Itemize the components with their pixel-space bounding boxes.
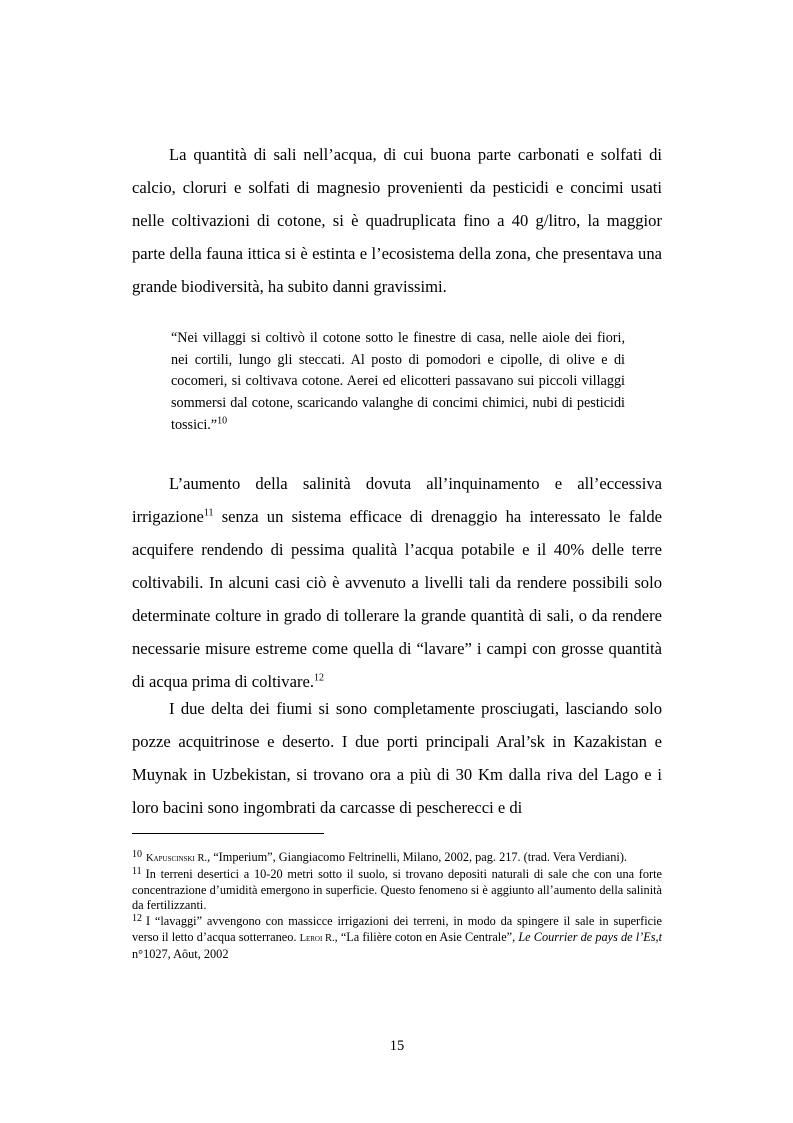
- footnotes: [132, 850, 662, 963]
- page-number: 15: [389, 1038, 405, 1054]
- footnote-text: I “lavaggi” avvengono con massicce irrigazioni dei terreni, in modo da spingere il sale in superficie verso il letto d’acqua sotterraneo.: [132, 914, 662, 944]
- footnote-journal: Le Courrier de pays de l’Es,t: [518, 929, 663, 944]
- block-quote: [171, 328, 625, 437]
- paragraph-text: senza un sistema efficace di drenaggio ha interessato le falde acquifere rendendo di pessima qualità l’acqua potabile e il 40% delle terre coltivabili. In alcuni casi ciò è avvenuto a livelli tali da rendere possibili solo determinate colture in grado di tollerare la grande quantità di sali, o da rendere necessarie misure estreme come quella di “lavare” i campi con grosse quantità di acqua prima di coltivare.: [132, 507, 662, 691]
- footnote-author: Leroi R.: [299, 932, 335, 944]
- quote-text: “Nei villaggi si coltivò il cotone sotto le finestre di casa, nelle aiole dei fiori, nei cortili, lungo gli steccati. Al posto di pomodori e cipolle, di olive e di cocomeri, si coltivava cotone. Aerei ed elicotteri passavano sui piccoli villaggi sommersi dal cotone, scaricando valanghe di concimi chimici, nubi di pesticidi tossici.”: [171, 330, 625, 433]
- footnote-ref[interactable]: 11: [203, 507, 214, 519]
- body-paragraph: [132, 467, 662, 698]
- footnote-text: , “La filière coton en Asie Centrale”,: [334, 929, 519, 944]
- footnote-separator: [132, 833, 324, 834]
- footnote-text: n°1027, Aôut, 2002: [132, 946, 229, 961]
- body-paragraph: La quantità di sali nell’acqua, di cui buona parte carbonati e solfati di calcio, cloruri e solfati di magnesio provenienti da pesticidi e concimi usati nelle coltivazioni di cotone, si è quadruplicata fino a 40 g/litro, la maggior parte della fauna ittica si è estinta e l’ecosistema della zona, che presentava una grande biodiversità, ha subito danni gravissimi.: [132, 145, 662, 296]
- footnote: [132, 914, 662, 962]
- footnote-number: 10: [132, 849, 142, 860]
- footnote-number: 11: [132, 865, 142, 877]
- footnote-text: In terreni desertici a 10-20 metri sotto il suolo, si trovano depositi naturali di sale che con una forte concentrazione d’umidità emergono in superficie. Questo fenomeno si è aggiunto all’aumento della salinità da fertilizzanti.: [132, 866, 662, 913]
- footnote-ref[interactable]: 10: [217, 415, 228, 427]
- footnote-ref[interactable]: 12: [314, 672, 324, 684]
- footnote: [132, 850, 662, 867]
- body-paragraph: I due delta dei fiumi si sono completamente prosciugati, lasciando solo pozze acquitrinose e deserto. I due porti principali Aral’sk in Kazakistan e Muynak in Uzbekistan, si trovano ora a più di 30 Km dalla riva del Lago e i loro bacini sono ingombrati da carcasse di pescherecci e di: [132, 699, 662, 817]
- footnote-author: Kapuscinski R.: [146, 853, 208, 864]
- paragraph-text: L’aumento della salinità dovuta all’inquinamento e all’eccessiva irrigazione: [132, 474, 662, 526]
- footnote-text: , “Imperium”, Giangiacomo Feltrinelli, Milano, 2002, pag. 217. (trad. Vera Verdiani).: [207, 850, 628, 864]
- footnote-number: 12: [132, 913, 142, 925]
- footnote: [132, 867, 662, 914]
